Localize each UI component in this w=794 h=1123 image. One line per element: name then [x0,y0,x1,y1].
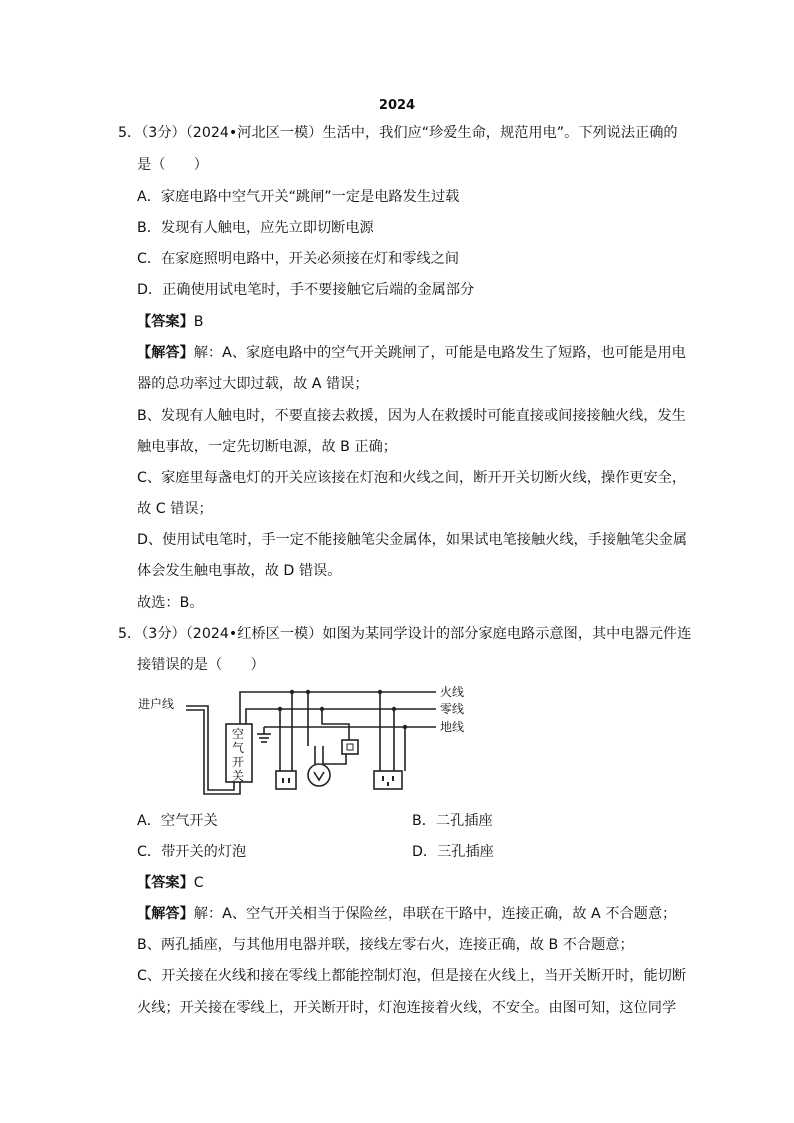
neutral-wire-label: 零线 [440,702,465,716]
lamp-switch [342,740,358,754]
q2-answer-value: C [193,875,204,891]
q2-stem-line-1: 5．（3分）（2024•红桥区一模）如图为某同学设计的部分家庭电路示意图，其中电器元件连 [118,626,692,642]
q1-analysis-line-5: C、家庭里每盏电灯的开关应该接在灯泡和火线之间，断开开关切断火线，操作更安全， [137,470,687,486]
q1-option-b: B．发现有人触电，应先立即切断电源 [137,220,374,236]
q2-answer [137,873,204,893]
breaker-label-char-1: 空 [232,727,245,741]
breaker-label-char-2: 气 [232,741,245,755]
q1-analysis-line-9: 故选：B。 [137,595,204,611]
q1-analysis-line-7: D、使用试电笔时，手一定不能接触笔尖金属体，如果试电笔接触火线，手接触笔尖金属 [137,532,688,548]
live-wire-label: 火线 [440,685,465,699]
three-pin-socket [374,771,402,789]
q2-analysis-line-4: 火线；开关接在零线上，开关断开时，灯泡连接着火线，不安全。由图可知，这位同学 [137,1000,677,1016]
circuit-diagram [138,684,478,796]
q1-analysis-line-2: 器的总功率过大即过载，故 A 错误； [137,376,369,392]
q1-stem-line-1: 5．（3分）（2024•河北区一模）生活中，我们应“珍爱生命，规范用电”。下列说法正确的 [118,125,678,141]
q2-option-a: A．空气开关 [137,813,218,829]
q2-analysis-line-3: C、开关接在火线和接在零线上都能控制灯泡，但是接在火线上，当开关断开时，能切断 [137,968,687,984]
q1-option-d: D．正确使用试电笔时，手不要接触它后端的金属部分 [137,282,475,298]
ground-wire-label: 地线 [440,720,465,734]
q1-analysis-tag: 【解答】 [137,345,194,361]
q2-answer-tag: 【答案】 [137,875,194,891]
q2-analysis-line-2: B、两孔插座，与其他用电器并联，接线左零右火，连接正确，故 B 不合题意； [137,937,634,953]
q1-analysis-text-1: 解：A、家庭电路中的空气开关跳闸了，可能是电路发生了短路，也可能是用电 [193,345,686,361]
breaker-label-char-4: 关 [232,769,245,783]
q2-analysis-line-1 [137,904,676,924]
q1-analysis-line-4: 触电事故，一定先切断电源，故 B 正确； [137,439,397,455]
q1-analysis-line-1 [137,343,686,363]
q2-stem-line-2: 接错误的是（ ） [137,657,265,673]
q1-answer [137,312,204,332]
q2-analysis-text-1: 解：A、空气开关相当于保险丝，串联在干路中，连接正确，故 A 不合题意； [193,906,677,922]
q2-analysis-tag: 【解答】 [137,906,194,922]
page-header-title: 2024 [378,98,416,113]
q1-answer-tag: 【答案】 [137,314,194,330]
incoming-wire-outer [186,706,234,790]
lamp-bulb [308,764,330,786]
q1-stem-line-2: 是（ ） [137,157,208,173]
q2-option-b: B．二孔插座 [412,813,493,829]
q1-analysis-line-3: B、发现有人触电时，不要直接去救援，因为人在救援时可能直接或间接接触火线，发生 [137,408,686,424]
breaker-label-char-3: 开 [232,755,245,769]
two-pin-socket [276,771,296,789]
neutral-wire [246,709,436,724]
q1-option-c: C．在家庭照明电路中，开关必须接在灯和零线之间 [137,251,460,267]
live-wire [240,692,436,724]
q1-answer-value: B [193,314,204,330]
q1-analysis-line-6: 故 C 错误； [137,501,213,517]
q2-option-d: D．三孔插座 [412,844,494,860]
incoming-line-label: 进户线 [138,697,175,711]
q1-option-a: A．家庭电路中空气开关“跳闸”一定是电路发生过载 [137,189,460,205]
q2-option-c: C．带开关的灯泡 [137,844,247,860]
q1-analysis-line-8: 体会发生触电事故，故 D 错误。 [137,563,342,579]
